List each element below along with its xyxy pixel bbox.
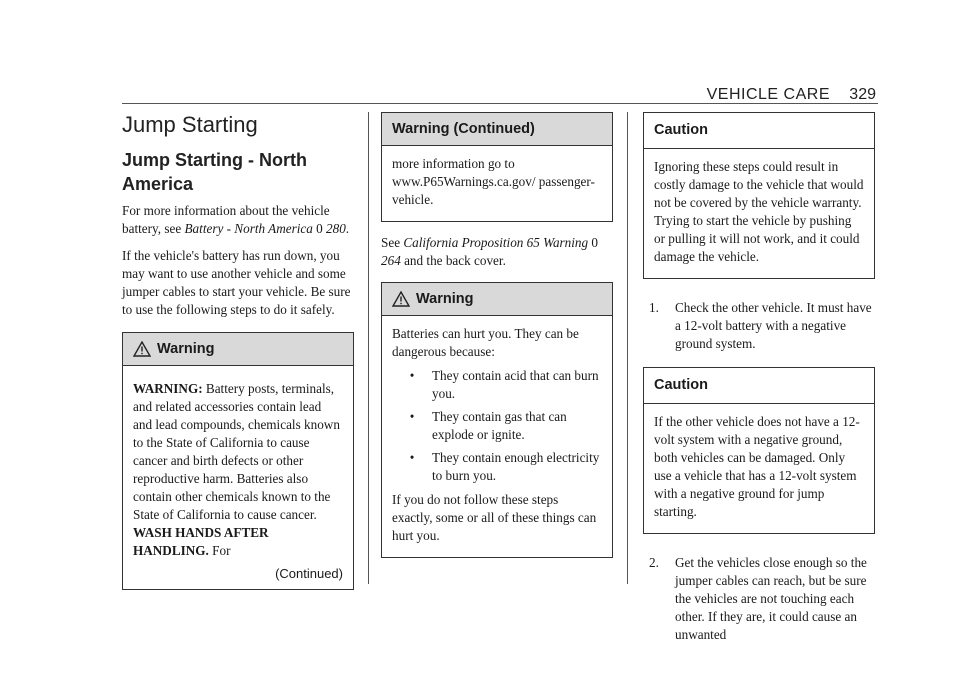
caution-text: Ignoring these steps could result in costly damage to the vehicle that would not be covered by the vehicle warranty. Trying to start the vehicle by pushing or pulling it will not work, and it could damage the vehicle. <box>654 159 864 264</box>
list-item: • They contain gas that can explode or ignite. <box>409 409 567 442</box>
step-number: 1. <box>649 300 659 315</box>
warning-bullet-list <box>392 367 602 485</box>
step-text: Get the vehicles close enough so the jumper cables can reach, but be sure the vehicles are not touching each other. If they are, it could cause an unwanted <box>675 555 867 642</box>
warning-outro: If you do not follow these steps exactly, some or all of these things can hurt you. <box>392 492 597 543</box>
column-2 <box>381 112 613 570</box>
battery-reference-paragraph: For more information about the vehicle battery, see Battery - North America 0 280. <box>122 203 350 236</box>
page-link[interactable]: 280 <box>326 221 346 236</box>
section-heading: Jump Starting - North America <box>122 150 307 194</box>
caution-box-damage <box>643 112 875 279</box>
list-item: • They contain enough electricity to burn you. <box>409 450 600 483</box>
cross-reference[interactable]: Battery - North America <box>184 221 313 236</box>
warning-header <box>382 283 612 316</box>
intro-paragraph: If the vehicle's battery has run down, you may want to use another vehicle and some jumper cables to start your vehicle. Be sure to use the following steps to do it safely. <box>122 248 351 317</box>
step-1 <box>643 299 875 353</box>
column-divider-2 <box>627 112 628 584</box>
warning-title: Warning <box>416 291 474 307</box>
page-link[interactable]: 264 <box>381 253 401 268</box>
caution-header <box>644 368 874 404</box>
warning-triangle-icon <box>133 341 151 357</box>
warning-continued-title: Warning (Continued) <box>392 121 535 137</box>
page-number: 329 <box>849 86 876 103</box>
header-rule <box>122 103 878 104</box>
warning-continued-box <box>381 112 613 222</box>
step-2 <box>643 554 875 644</box>
warning-box-california <box>122 332 354 590</box>
section-title: VEHICLE CARE <box>706 86 830 103</box>
step-text: Check the other vehicle. It must have a 12-volt battery with a negative ground system. <box>675 300 872 351</box>
caution-header <box>644 113 874 149</box>
see-reference-paragraph: See California Proposition 65 Warning 0 264 and the back cover. <box>381 235 599 268</box>
page-arrow-icon: 0 <box>316 221 323 236</box>
caution-text: If the other vehicle does not have a 12-volt system with a negative ground, both vehicles can be damaged. Only use a vehicle that has a 12-volt system with a negative ground for jump starting. <box>654 414 860 519</box>
step-number: 2. <box>649 555 659 570</box>
warning-continued-text: more information go to www.P65Warnings.ca.gov/ passenger-vehicle. <box>392 156 595 207</box>
list-item: • They contain acid that can burn you. <box>409 368 599 401</box>
continued-label: (Continued) <box>275 566 343 581</box>
page-arrow-icon: 0 <box>591 235 599 250</box>
warning-header <box>123 333 353 366</box>
caution-title: Caution <box>654 377 708 393</box>
column-3 <box>643 112 875 658</box>
column-divider-1 <box>368 112 369 584</box>
caution-box-voltage <box>643 367 875 534</box>
warning-continued-header <box>382 113 612 146</box>
warning-intro: Batteries can hurt you. They can be dangerous because: <box>392 326 579 359</box>
warning-triangle-icon <box>392 291 410 307</box>
warning-box-battery <box>381 282 613 558</box>
page-title: Jump Starting <box>122 112 258 137</box>
column-1 <box>122 112 354 602</box>
cross-reference[interactable]: California Proposition 65 Warning <box>403 235 589 250</box>
warning-title: Warning <box>157 341 215 357</box>
caution-title: Caution <box>654 122 708 138</box>
warning-text: WARNING: Battery posts, terminals, and related accessories contain lead and lead compounds, chemicals known to the State of California to cause cancer and birth defects or other reproductive harm. Batteries also contain other chemicals known to the State of California to cause cancer. WASH HANDS AFTER HANDLING. For <box>133 381 340 558</box>
